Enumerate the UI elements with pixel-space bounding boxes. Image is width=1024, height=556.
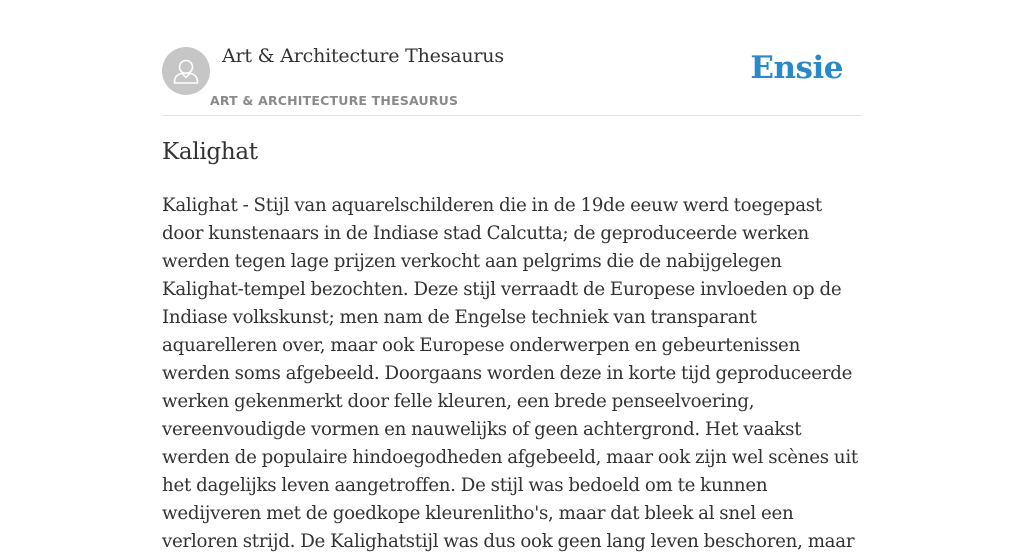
ensie-logo[interactable]: Ensie (750, 50, 843, 86)
source-header (162, 0, 862, 116)
article-body: Kalighat - Stijl van aquarelschilderen die in de 19de eeuw werd toegepast door kunstenaars in de Indiase stad Calcutta; de geproduceerde werken werden tegen lage prijzen verkocht aan pelgrims die de nabijgelegen Kalighat-tempel bezochten. Deze stijl verraadt de Europese invloeden op de Indiase volkskunst; men nam de Engelse techniek van transparant aquarelleren over, maar ook Europese onderwerpen en gebeurtenissen werden soms afgebeeld. Doorgaans worden deze in korte tijd geproduceerde werken gekenmerkt door felle kleuren, een brede penseelvoering, vereenvoudigde vormen en nauwelijks of geen achtergrond. Het vaakst werden de populaire hindoegodheden afgebeeld, maar ook zijn wel scènes uit het dagelijks leven aangetroffen. De stijl was bedoeld om te kunnen wedijveren met de goedkope kleurenlitho's, maar dat bleek al snel een verloren strijd. De Kalighatstijl was dus ook geen lang leven beschoren, maar (162, 195, 858, 552)
source-title-link[interactable]: Art & Architecture Thesaurus (222, 45, 504, 67)
source-subtitle[interactable]: ART & ARCHITECTURE THESAURUS (210, 93, 459, 108)
user-outline-icon (162, 47, 210, 95)
article-title: Kalighat (162, 139, 258, 165)
user-placeholder-icon[interactable] (162, 47, 210, 95)
